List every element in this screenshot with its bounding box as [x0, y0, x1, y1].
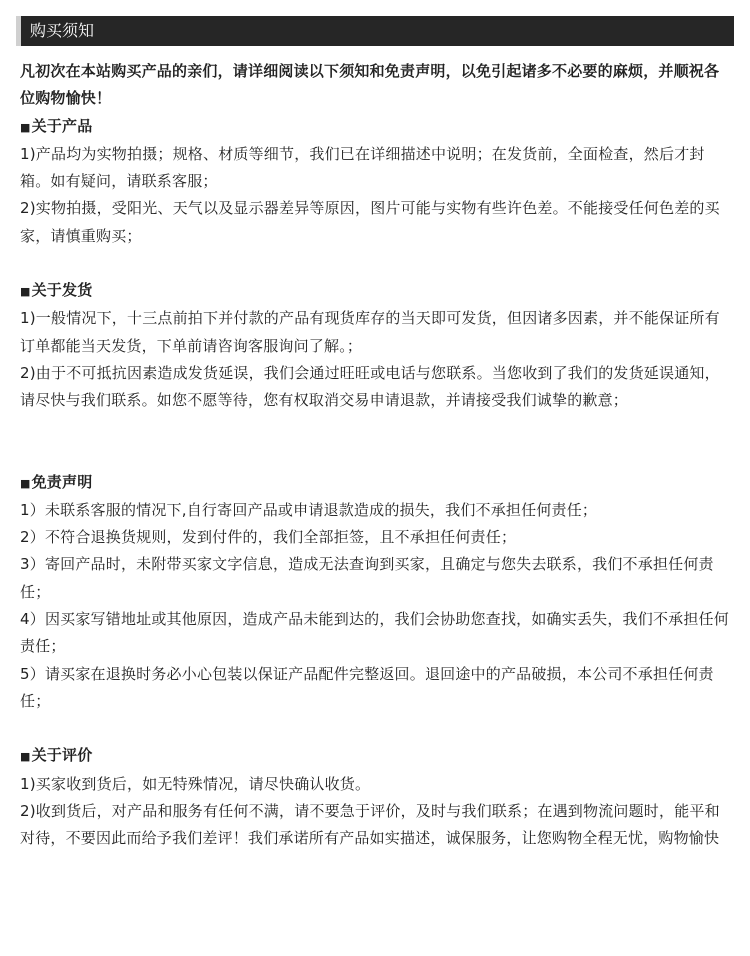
list-item: 2）不符合退换货规则，发到付件的，我们全部拒签，且不承担任何责任； [20, 528, 517, 547]
square-bullet-icon: ■ [20, 120, 31, 134]
square-bullet-icon: ■ [20, 750, 31, 764]
section-heading-shipping: ■关于发货 [20, 281, 93, 300]
square-bullet-icon: ■ [20, 476, 31, 490]
list-item: 2)实物拍摄，受阳光、天气以及显示器差异等原因，图片可能与实物有些许色差。不能接受任何色差的买家，请慎重购买； [20, 199, 720, 245]
list-item: 2)由于不可抵抗因素造成发货延误，我们会通过旺旺或电话与您联系。当您收到了我们的发货延误通知，请尽快与我们联系。如您不愿等待，您有权取消交易申请退款，并请接受我们诚挚的歉意； [20, 363, 720, 410]
intro-text: 凡初次在本站购买产品的亲们，请详细阅读以下须知和免责声明，以免引起诸多不必要的麻烦，并顺祝各位购物愉快！ [20, 62, 720, 108]
section-heading-disclaimer: ■免责声明 [20, 472, 93, 491]
notice-content [20, 58, 732, 852]
square-bullet-icon: ■ [20, 285, 31, 299]
list-item: 2)收到货后，对产品和服务有任何不满，请不要急于评价，及时与我们联系；在遇到物流问题时，能平和对待，不要因此而给予我们差评！我们承诺所有产品如实描述，诚保服务，让您购物全程无忧，购物愉快 [20, 801, 720, 848]
list-item: 5）请买家在退换时务必小心包装以保证产品配件完整返回。退回途中的产品破损，本公司不承担任何责任； [20, 664, 714, 710]
title-bar [16, 16, 734, 46]
list-item: 1）未联系客服的情况下,自行寄回产品或申请退款造成的损失，我们不承担任何责任； [20, 500, 598, 519]
section-heading-products: ■关于产品 [20, 116, 93, 135]
page-title: 购买须知 [30, 21, 95, 40]
list-item: 1)买家收到货后，如无特殊情况，请尽快确认收货。 [20, 774, 371, 793]
list-item: 3）寄回产品时，未附带买家文字信息，造成无法查询到买家，且确定与您失去联系，我们不承担任何责任； [20, 555, 714, 601]
section-heading-reviews: ■关于评价 [20, 746, 93, 765]
list-item: 4）因买家写错地址或其他原因，造成产品未能到达的，我们会协助您查找，如确实丢失，我们不承担任何责任； [20, 610, 729, 656]
list-item: 1)一般情况下，十三点前拍下并付款的产品有现货库存的当天即可发货，但因诸多因素，并不能保证所有订单都能当天发货，下单前请咨询客服询问了解。； [20, 309, 720, 355]
list-item: 1)产品均为实物拍摄；规格、材质等细节，我们已在详细描述中说明；在发货前，全面检查，然后才封箱。如有疑问，请联系客服； [20, 144, 705, 191]
